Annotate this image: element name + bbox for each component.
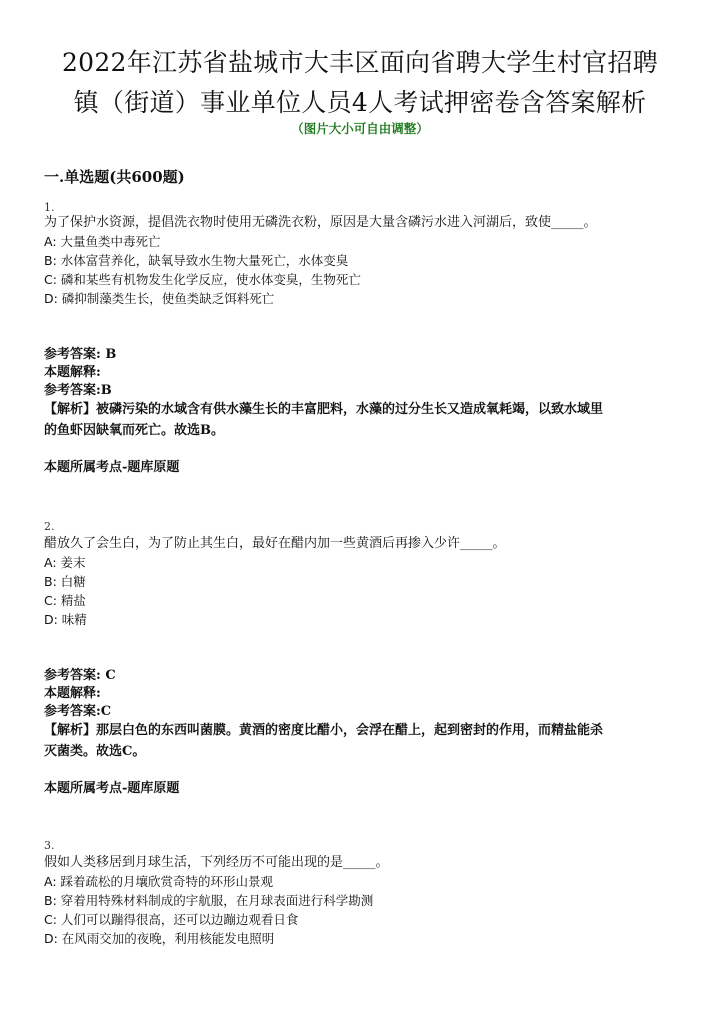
reference-answer-repeat: 参考答案:B [44, 383, 112, 398]
question-source: 本题所属考点-题库原题 [44, 460, 180, 475]
option-c: C: 人们可以蹦得很高，还可以边蹦边观看日食 [44, 912, 299, 927]
explanation-label: 本题解释: [44, 686, 101, 701]
question-text: 醋放久了会生白，为了防止其生白，最好在醋内加一些黄酒后再掺入少许_____。 [44, 536, 506, 551]
option-a: A: 踩着疏松的月壤欣赏奇特的环形山景观 [44, 874, 274, 889]
option-a: A: 姜末 [44, 555, 86, 570]
section-heading: 一.单选题(共600题) [44, 168, 185, 186]
explanation-line-2: 灭菌类。故选C。 [44, 744, 146, 759]
option-c: C: 精盐 [44, 593, 86, 608]
document-title-line-1: 2022年江苏省盐城市大丰区面向省聘大学生村官招聘 [61, 48, 659, 77]
option-d: D: 味精 [44, 612, 87, 627]
explanation-line-2: 的鱼虾因缺氧而死亡。故选B。 [44, 423, 224, 438]
option-d: D: 磷抑制藻类生长，使鱼类缺乏饵料死亡 [44, 291, 275, 306]
option-a: A: 大量鱼类中毒死亡 [44, 234, 161, 249]
document-subtitle: （图片大小可自由调整） [291, 121, 429, 136]
reference-answer-repeat: 参考答案:C [44, 704, 112, 719]
question-number: 1. [44, 201, 55, 214]
question-text: 假如人类移居到月球生活，下列经历不可能出现的是_____。 [44, 855, 389, 870]
reference-answer: 参考答案: C [44, 668, 116, 683]
explanation-line-1: 【解析】那层白色的东西叫菌膜。黄酒的密度比醋小，会浮在醋上，起到密封的作用，而精盐能杀 [44, 723, 604, 738]
question-source: 本题所属考点-题库原题 [44, 781, 180, 796]
option-b: B: 穿着用特殊材料制成的宇航服，在月球表面进行科学勘测 [44, 893, 374, 908]
explanation-line-1: 【解析】被磷污染的水域含有供水藻生长的丰富肥料，水藻的过分生长又造成氧耗竭，以致水域里 [44, 402, 604, 417]
question-text: 为了保护水资源，提倡洗衣物时使用无磷洗衣粉，原因是大量含磷污水进入河湖后，致使_____。 [44, 215, 597, 230]
option-b: B: 水体富营养化，缺氧导致水生物大量死亡，水体变臭 [44, 253, 349, 268]
question-number: 3. [44, 839, 55, 852]
option-b: B: 白糖 [44, 574, 86, 589]
option-d: D: 在风雨交加的夜晚，利用核能发电照明 [44, 931, 275, 946]
option-c: C: 磷和某些有机物发生化学反应，使水体变臭，生物死亡 [44, 272, 361, 287]
question-number: 2. [44, 520, 55, 533]
explanation-label: 本题解释: [44, 365, 101, 380]
document-title-line-2: 镇（街道）事业单位人员4人考试押密卷含答案解析 [73, 88, 647, 117]
reference-answer: 参考答案: B [44, 347, 117, 362]
